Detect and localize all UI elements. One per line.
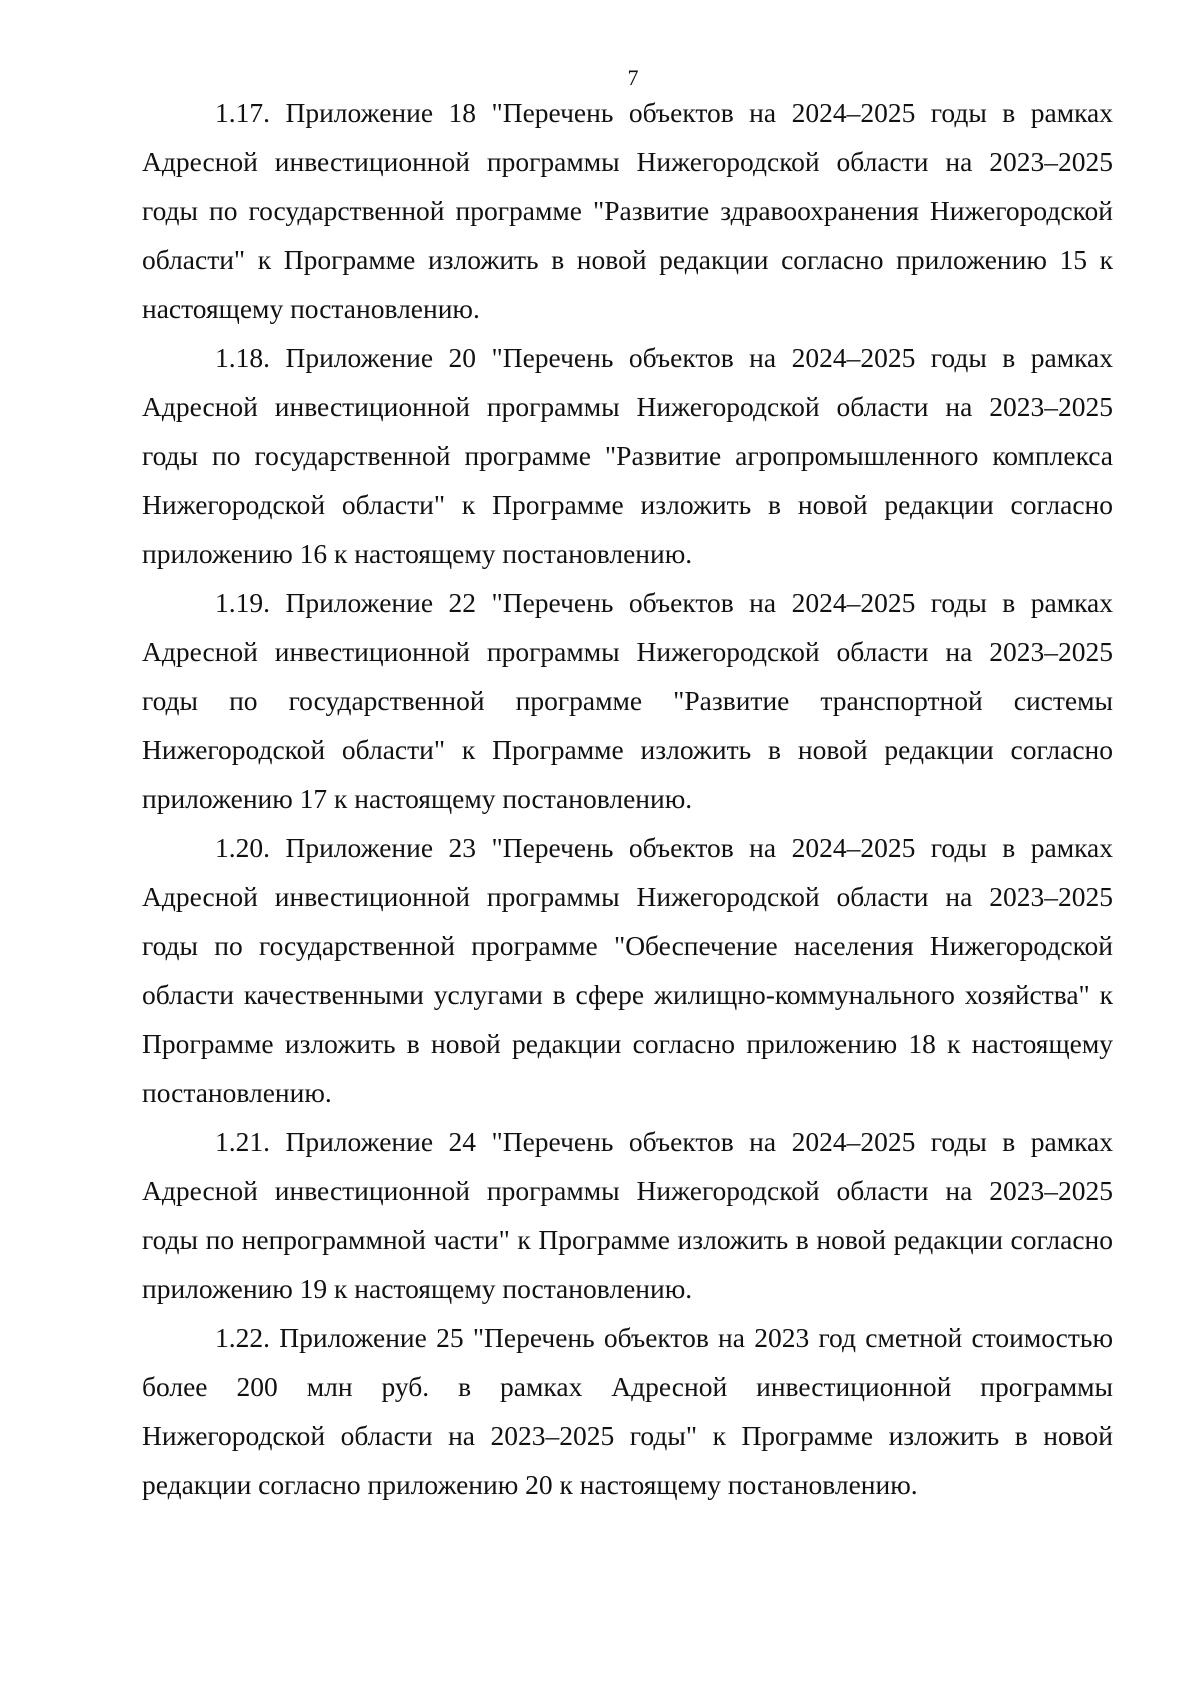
paragraph-1-22: 1.22. Приложение 25 "Перечень объектов на 2023 год сметной стоимостью более 200 млн руб. в рамках Адресной инвестиционной программы Нижегородской области на 2023–2025 годы" к Программе изложить в новой редакции согласно приложению 20 к настоящему постановлению. <box>142 1322 1113 1500</box>
paragraph-1-20: 1.20. Приложение 23 "Перечень объектов на 2024–2025 годы в рамках Адресной инвестиционной программы Нижегородской области на 2023–2025 годы по государственной программе "Обеспечение населения Нижегородской области качественными услугами в сфере жилищно-коммунального хозяйства" к Программе изложить в новой редакции согласно приложению 18 к настоящему постановлению. <box>142 832 1113 1108</box>
paragraph-1-18: 1.18. Приложение 20 "Перечень объектов на 2024–2025 годы в рамках Адресной инвестиционной программы Нижегородской области на 2023–2025 годы по государственной программе "Развитие агропромышленного комплекса Нижегородской области" к Программе изложить в новой редакции согласно приложению 16 к настоящему постановлению. <box>142 342 1113 569</box>
document-body <box>142 88 1113 1509</box>
paragraph-1-17: 1.17. Приложение 18 "Перечень объектов на 2024–2025 годы в рамках Адресной инвестиционной программы Нижегородской области на 2023–2025 годы по государственной программе "Развитие здравоохранения Нижегородской области" к Программе изложить в новой редакции согласно приложению 15 к настоящему постановлению. <box>142 97 1113 324</box>
page-number: 7 <box>627 65 639 90</box>
paragraph-1-21: 1.21. Приложение 24 "Перечень объектов на 2024–2025 годы в рамках Адресной инвестиционной программы Нижегородской области на 2023–2025 годы по непрограммной части" к Программе изложить в новой редакции согласно приложению 19 к настоящему постановлению. <box>142 1126 1113 1304</box>
paragraph-1-19: 1.19. Приложение 22 "Перечень объектов на 2024–2025 годы в рамках Адресной инвестиционной программы Нижегородской области на 2023–2025 годы по государственной программе "Развитие транспортной системы Нижегородской области" к Программе изложить в новой редакции согласно приложению 17 к настоящему постановлению. <box>142 587 1113 814</box>
